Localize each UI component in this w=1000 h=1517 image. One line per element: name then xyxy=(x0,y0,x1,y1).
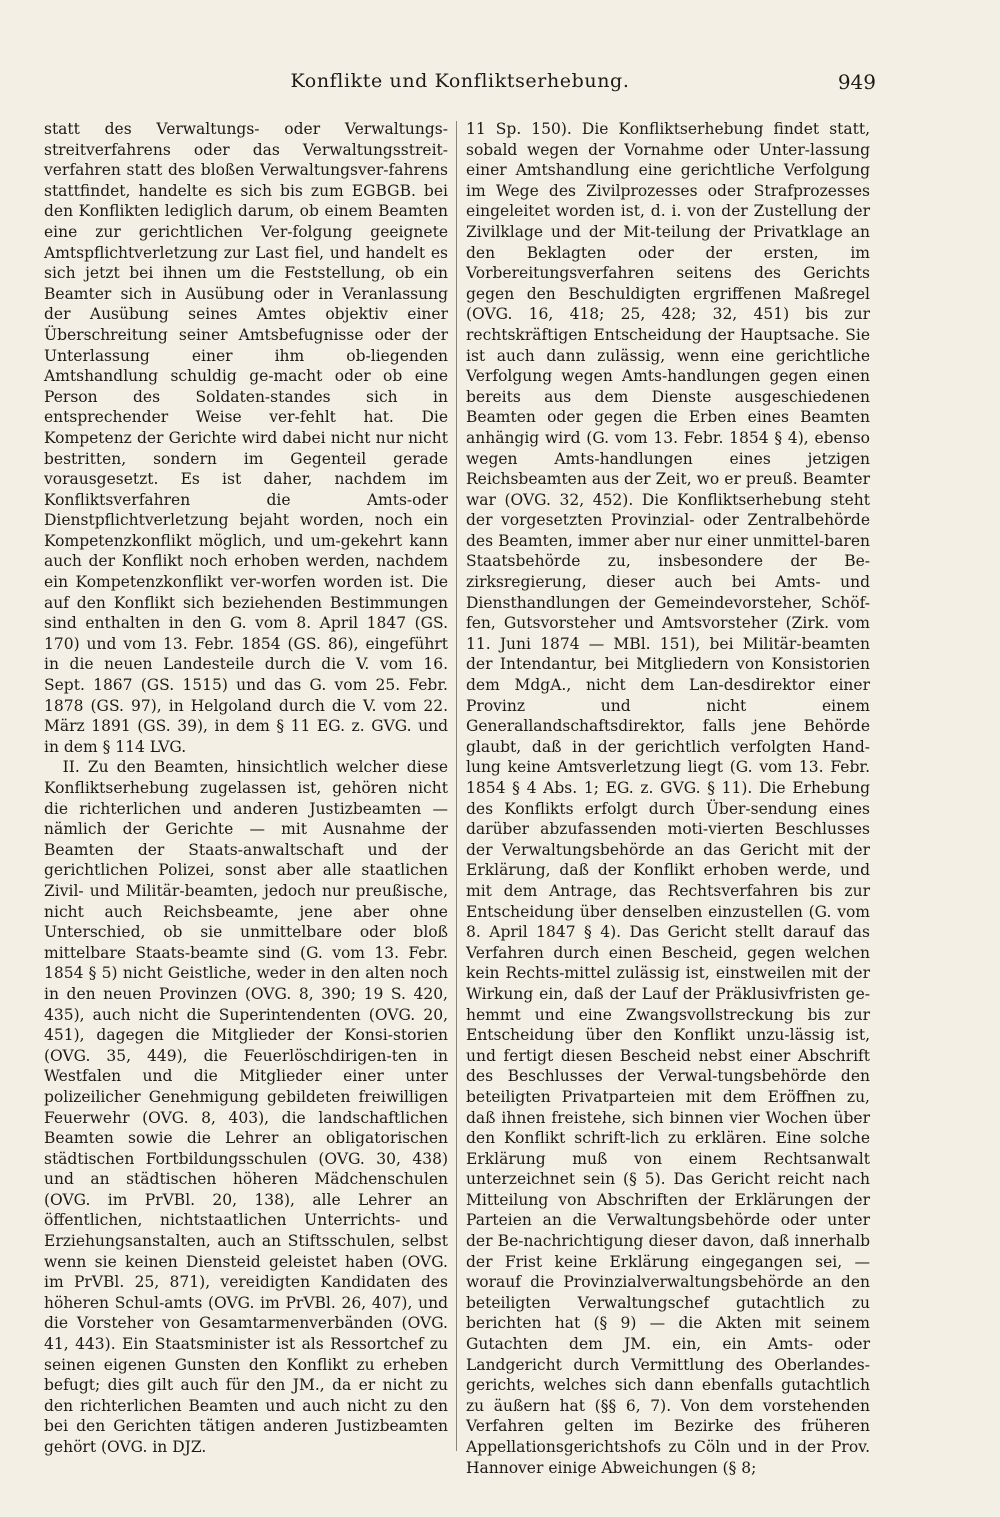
right-column xyxy=(466,119,870,1477)
page-number: 949 xyxy=(837,70,876,94)
paragraph: II. Zu den Beamten, hinsichtlich welcher diese Konfliktserhebung zugelassen ist, gehören nicht die richterlichen und anderen Justizbeamten — nämlich der Gerichte — mit Ausnahme der Beamten der Staats-anwaltschaft und der gerichtlichen Polizei, sonst aber alle staatlichen Zivil- und Militär-beamten, jedoch nur preußische, nicht auch Reichsbeamte, jene aber ohne Unterschied, ob sie unmittelbare oder bloß mittelbare Staats-beamte sind (G. vom 13. Febr. 1854 § 5) nicht Geistliche, weder in den alten noch in den neuen Provinzen (OVG. 8, 390; 19 S. 420, 435), auch nicht die Superintendenten (OVG. 20, 451), dagegen die Mitglieder der Konsi-storien (OVG. 35, 449), die Feuerlöschdirigen-ten in Westfalen und die Mitglieder einer unter polizeilicher Genehmigung gebildeten freiwilligen Feuerwehr (OVG. 8, 403), die landschaftlichen Beamten sowie die Lehrer an obligatorischen städtischen Fortbildungsschulen (OVG. 30, 438) und an städtischen höheren Mädchenschulen (OVG. im PrVBl. 20, 138), alle Lehrer an öffentlichen, nichtstaatlichen Unterrichts- und Erziehungsanstalten, auch an Stiftsschulen, selbst wenn sie keinen Diensteid geleistet haben (OVG. im PrVBl. 25, 871), vereidigten Kandidaten des höheren Schul-amts (OVG. im PrVBl. 26, 407), und die Vorsteher von Gesamtarmenverbänden (OVG. 41, 443). Ein Staatsminister ist als Ressortchef zu seinen eigenen Gunsten den Konflikt zu erheben befugt; dies gilt auch für den JM., da er nicht zu den richterlichen Beamten und auch nicht zu den bei den Gerichten tätigen anderen Justizbeamten gehört (OVG. in DJZ. xyxy=(44,758,448,1456)
column-divider xyxy=(456,121,457,1451)
paragraph: 11 Sp. 150). Die Konfliktserhebung findet statt, sobald wegen der Vornahme oder Unter-lassung einer Amtshandlung eine gerichtliche Verfolgung im Wege des Zivilprozesses oder Strafprozesses eingeleitet worden ist, d. i. von der Zustellung der Zivilklage und der Mit-teilung der Privatklage an den Beklagten oder der ersten, im Vorbereitungsverfahren seitens des Gerichts gegen den Beschuldigten ergriffenen Maßregel (OVG. 16, 418; 25, 428; 32, 451) bis zur rechtskräftigen Entscheidung der Hauptsache. Sie ist auch dann zulässig, wenn eine gerichtliche Verfolgung wegen Amts-handlungen gegen einen bereits aus dem Dienste ausgeschiedenen Beamten oder gegen die Erben eines Beamten anhängig wird (G. vom 13. Febr. 1854 § 4), ebenso wegen Amts-handlungen eines jetzigen Reichsbeamten aus der Zeit, wo er preuß. Beamter war (OVG. 32, 452). Die Konfliktserhebung steht der vorgesetzten Provinzial- oder Zentralbehörde des Beamten, immer aber nur einer unmittel-baren Staatsbehörde zu, insbesondere der Be-zirksregierung, dieser auch bei Amts- und Diensthandlungen der Gemeindevorsteher, Schöf-fen, Gutsvorsteher und Amtsvorsteher (Zirk. vom 11. Juni 1874 — MBl. 151), bei Militär-beamten der Intendantur, bei Mitgliedern von Konsistorien dem MdgA., nicht dem Lan-desdirektor einer Provinz und nicht einem Generallandschaftsdirektor, falls jene Behörde glaubt, daß in der gerichtlich verfolgten Hand-lung keine Amtsverletzung liegt (G. vom 13. Febr. 1854 § 4 Abs. 1; EG. z. GVG. § 11). Die Erhebung des Konflikts erfolgt durch Über-sendung eines darüber abzufassenden moti-vierten Beschlusses der Verwaltungsbehörde an das Gericht mit der Erklärung, daß der Konflikt erhoben werde, und mit dem Antrage, das Rechtsverfahren bis zur Entscheidung über denselben einzustellen (G. vom 8. April 1847 § 4). Das Gericht stellt darauf das Verfahren durch einen Bescheid, gegen welchen kein Rechts-mittel zulässig ist, einstweilen mit der Wirkung ein, daß der Lauf der Präklusivfristen ge-hemmt und eine Zwangsvollstreckung bis zur Entscheidung über den Konflikt unzu-lässig ist, und fertigt diesen Bescheid nebst einer Abschrift des Beschlusses der Verwal-tungsbehörde den beteiligten Privatparteien mit dem Eröffnen zu, daß ihnen freistehe, sich binnen vier Wochen über den Konflikt schrift-lich zu erklären. Eine solche Erklärung muß von einem Rechtsanwalt unterzeichnet sein (§ 5). Das Gericht reicht nach Mitteilung von Abschriften der Erklärungen der Parteien an die Verwaltungsbehörde oder unter der Be-nachrichtigung dieser davon, daß innerhalb der Frist keine Erklärung eingegangen sei, — worauf die Provinzialverwaltungsbehörde an den beteiligten Verwaltungschef gutachtlich zu berichten hat (§ 9) — die Akten mit seinem Gutachten dem JM. ein, ein Amts- oder Landgericht durch Vermittlung des Oberlandes-gerichts, welches sich dann ebenfalls gutachtlich zu äußern hat (§§ 6, 7). Von dem vorstehenden Verfahren gelten im Bezirke des früheren Appellationsgerichtshofs zu Cöln und in der Prov. Hannover einige Abweichungen (§ 8; xyxy=(466,120,870,1477)
running-title: Konflikte und Konfliktserhebung. xyxy=(290,70,630,92)
paragraph: statt des Verwaltungs- oder Verwaltungs-streitverfahrens oder das Verwaltungsstreit-verfahren statt des bloßen Verwaltungsver-fahrens stattfindet, handelte es sich bis zum EGBGB. bei den Konflikten lediglich darum, ob einem Beamten eine zur gerichtlichen Ver-folgung geeignete Amtspflichtverletzung zur Last fiel, und handelt es sich jetzt bei ihnen um die Feststellung, ob ein Beamter sich in Ausübung oder in Veranlassung der Ausübung seines Amtes objektiv einer Überschreitung seiner Amtsbefugnisse oder der Unterlassung einer ihm ob-liegenden Amtshandlung schuldig ge-macht oder ob eine Person des Soldaten-standes sich in entsprechender Weise ver-fehlt hat. Die Kompetenz der Gerichte wird dabei nicht nur nicht bestritten, sondern im Gegenteil gerade vorausgesetzt. Es ist daher, nachdem im Konfliktsverfahren die Amts-oder Dienstpflichtverletzung bejaht worden, noch ein Kompetenzkonflikt möglich, und um-gekehrt kann auch der Konflikt noch erhoben werden, nachdem ein Kompetenzkonflikt ver-worfen worden ist. Die auf den Konflikt sich beziehenden Bestimmungen sind enthalten in den G. vom 8. April 1847 (GS. 170) und vom 13. Febr. 1854 (GS. 86), eingeführt in die neuen Landesteile durch die V. vom 16. Sept. 1867 (GS. 1515) und das G. vom 25. Febr. 1878 (GS. 97), in Helgoland durch die V. vom 22. März 1891 (GS. 39), in dem § 11 EG. z. GVG. und in dem § 114 LVG. xyxy=(44,120,448,756)
left-column xyxy=(44,119,448,1459)
page-header xyxy=(44,70,876,100)
